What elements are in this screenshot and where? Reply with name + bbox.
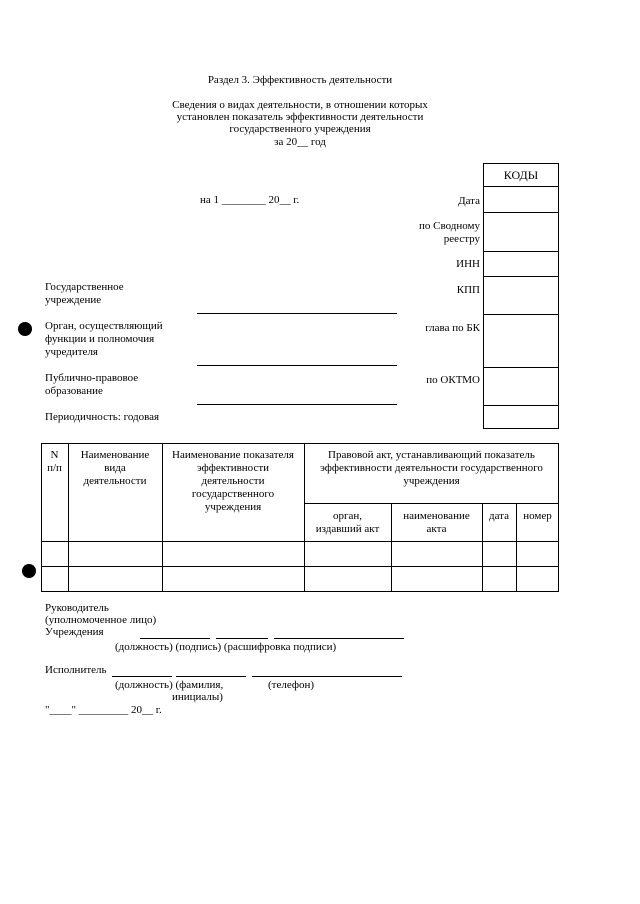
registry-code-label-1: по Сводному — [418, 220, 480, 232]
col-indicator-header: Наименование показателя эффективности деятельности государственного учреждения — [172, 449, 294, 513]
public-entity-label-2: образование — [45, 385, 103, 397]
head-label-1: Руководитель — [45, 602, 109, 614]
head-signature-line — [216, 638, 268, 639]
executor-position-line — [112, 676, 172, 677]
periodicity-label: Периодичность: годовая — [45, 411, 160, 423]
col-activity-header: Наименование вида деятельности — [80, 449, 150, 487]
sub-col-name-header: наименование акта — [403, 510, 470, 535]
institution-label-1: Государственное — [45, 281, 124, 293]
head-field-hints: (должность) (подпись) (расшифровка подписи) — [115, 641, 337, 653]
head-label-2: (уполномоченное лицо) — [45, 614, 157, 626]
subtitle-line-3: государственного учреждения — [229, 123, 371, 135]
oktmo-code-label: по ОКТМО — [426, 374, 480, 386]
col-number-header: N п/п — [47, 449, 62, 474]
executor-phone-hint: (телефон) — [268, 679, 315, 691]
report-date: на 1 ________ 20__ г. — [200, 194, 300, 206]
institution-field-line — [197, 313, 397, 314]
codes-header: КОДЫ — [503, 168, 539, 182]
public-entity-label-1: Публично-правовое — [45, 372, 139, 384]
subtitle-line-4: за 20__ год — [274, 136, 326, 148]
subtitle-line-2: установлен показатель эффективности деятельности — [176, 111, 424, 123]
head-name-line — [274, 638, 404, 639]
head-position-line — [140, 638, 210, 639]
founder-field-line — [197, 365, 397, 366]
sub-col-org-header: орган, издавший акт — [315, 510, 380, 535]
founder-label-1: Орган, осуществляющий — [45, 320, 163, 332]
section-title: Раздел 3. Эффективность деятельности — [207, 74, 393, 86]
kpp-code-label: КПП — [456, 284, 480, 296]
table-header-bottom — [41, 541, 559, 542]
founder-label-2: функции и полномочия — [45, 333, 155, 345]
binder-hole-bottom — [22, 564, 36, 578]
bk-code-label: глава по БК — [425, 322, 480, 334]
sub-col-number-header: номер — [523, 510, 552, 522]
executor-label: Исполнитель — [45, 664, 107, 676]
institution-label-2: учреждение — [45, 294, 102, 306]
executor-name-line — [176, 676, 246, 677]
executor-field-hints-2: инициалы) — [172, 691, 223, 703]
public-entity-field-line — [197, 404, 397, 405]
codes-table — [483, 163, 559, 429]
inn-code-label: ИНН — [456, 258, 480, 270]
signature-date: "____" _________ 20__ г. — [45, 704, 162, 716]
founder-label-3: учредителя — [45, 346, 98, 358]
date-code-label: Дата — [458, 195, 480, 207]
executor-phone-line — [252, 676, 402, 677]
table-row — [41, 566, 559, 567]
head-label-3: Учреждения — [45, 626, 104, 638]
sub-col-date-header: дата — [488, 510, 510, 522]
executor-field-hints-1: (должность) (фамилия, — [115, 679, 224, 691]
binder-hole-top — [18, 322, 32, 336]
col-legal-act-header: Правовой акт, устанавливающий показатель эффективности деятельности государственного учреждения — [320, 449, 543, 487]
subtitle-line-1: Сведения о видах деятельности, в отношении которых — [172, 99, 428, 111]
registry-code-label-2: реестру — [443, 233, 480, 245]
